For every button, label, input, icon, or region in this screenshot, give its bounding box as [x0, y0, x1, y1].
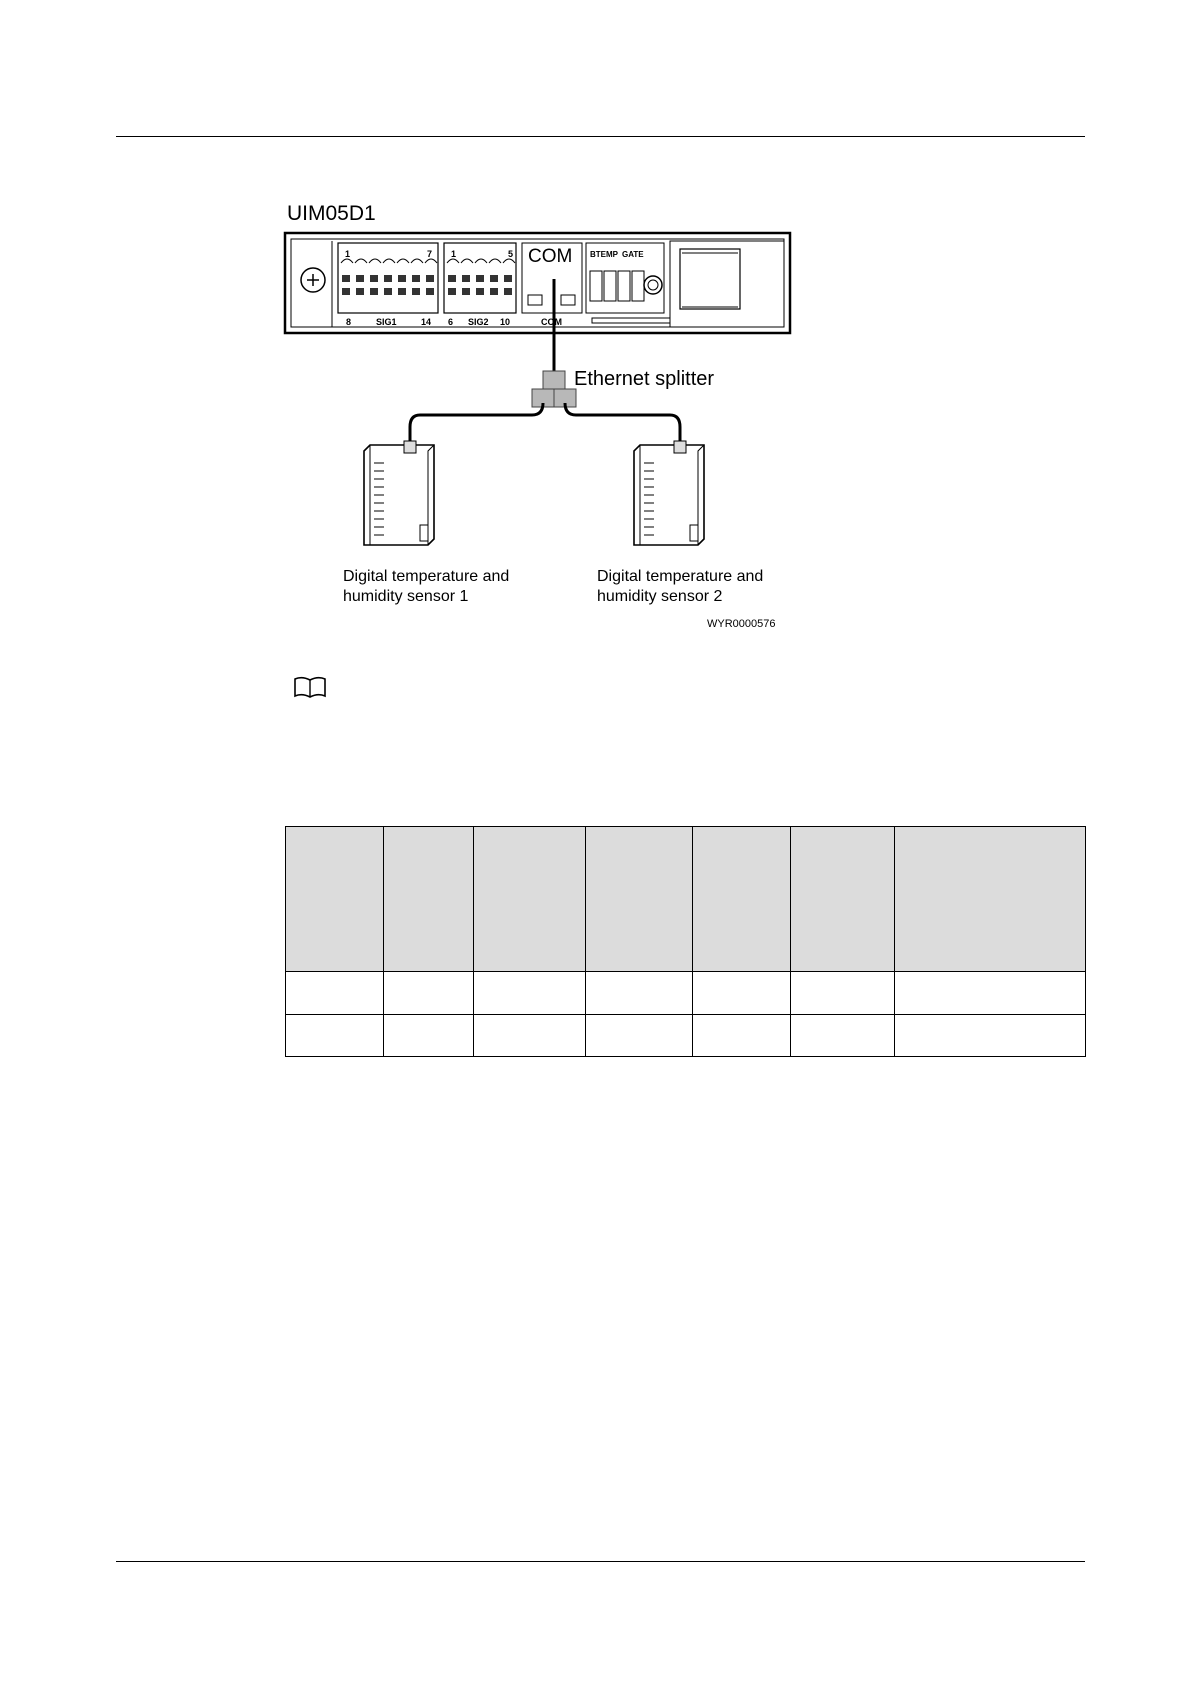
table-cell: [895, 1014, 1086, 1056]
header-rule: [116, 136, 1085, 137]
table-cell: [693, 972, 791, 1014]
table-header-cell: [791, 827, 895, 972]
table-cell: [586, 1014, 693, 1056]
table-cell: [791, 972, 895, 1014]
terminal-label: 10: [500, 317, 511, 327]
table-cell: [791, 1014, 895, 1056]
table-cell: [693, 1014, 791, 1056]
terminal-label: SIG1: [376, 317, 397, 327]
table-cell: [895, 972, 1086, 1014]
table-row: [286, 1014, 1086, 1056]
spec-table: [285, 826, 1086, 1057]
gate-label: GATE: [622, 250, 644, 259]
table-header-cell: [474, 827, 586, 972]
table-cell: [286, 972, 384, 1014]
terminal-number: 1: [345, 249, 351, 259]
book-note-icon: [293, 676, 327, 698]
footer-rule: [116, 1561, 1085, 1562]
terminal-label: 14: [421, 317, 432, 327]
btemp-label: BTEMP: [590, 250, 618, 259]
terminal-label: COM: [541, 317, 562, 327]
table-row: [286, 972, 1086, 1014]
sensor-2-caption-line1: Digital temperature and: [597, 568, 764, 585]
sensor-2-caption-line2: humidity sensor 2: [597, 588, 723, 605]
terminal-number: 1: [451, 249, 457, 259]
terminal-number: 7: [427, 249, 433, 259]
table-header-row: [286, 827, 1086, 972]
ethernet-splitter: [532, 371, 576, 407]
table-cell: [474, 1014, 586, 1056]
table-header-cell: [693, 827, 791, 972]
com-label: COM: [528, 246, 573, 267]
table-cell: [384, 1014, 474, 1056]
terminal-number: 5: [508, 249, 514, 259]
figure-id: WYR0000576: [707, 618, 776, 630]
sensor-1-caption-line1: Digital temperature and: [343, 568, 510, 585]
device-label: UIM05D1: [287, 202, 376, 225]
table-cell: [286, 1014, 384, 1056]
sensor-1-caption-line2: humidity sensor 1: [343, 588, 469, 605]
table-header-cell: [586, 827, 693, 972]
table-cell: [586, 972, 693, 1014]
terminal-label: SIG2: [468, 317, 489, 327]
splitter-label: Ethernet splitter: [574, 368, 715, 390]
table-header-cell: [384, 827, 474, 972]
sensor-1-drawing: [364, 441, 434, 545]
table-header-cell: [286, 827, 384, 972]
sensor-2-drawing: [634, 441, 704, 545]
terminal-label: 8: [346, 317, 352, 327]
uim05d1-panel: [285, 233, 790, 333]
wiring-diagram: [270, 195, 810, 635]
table-header-cell: [895, 827, 1086, 972]
table-cell: [384, 972, 474, 1014]
terminal-label: 6: [448, 317, 454, 327]
table-cell: [474, 972, 586, 1014]
button-icon: [644, 276, 662, 294]
